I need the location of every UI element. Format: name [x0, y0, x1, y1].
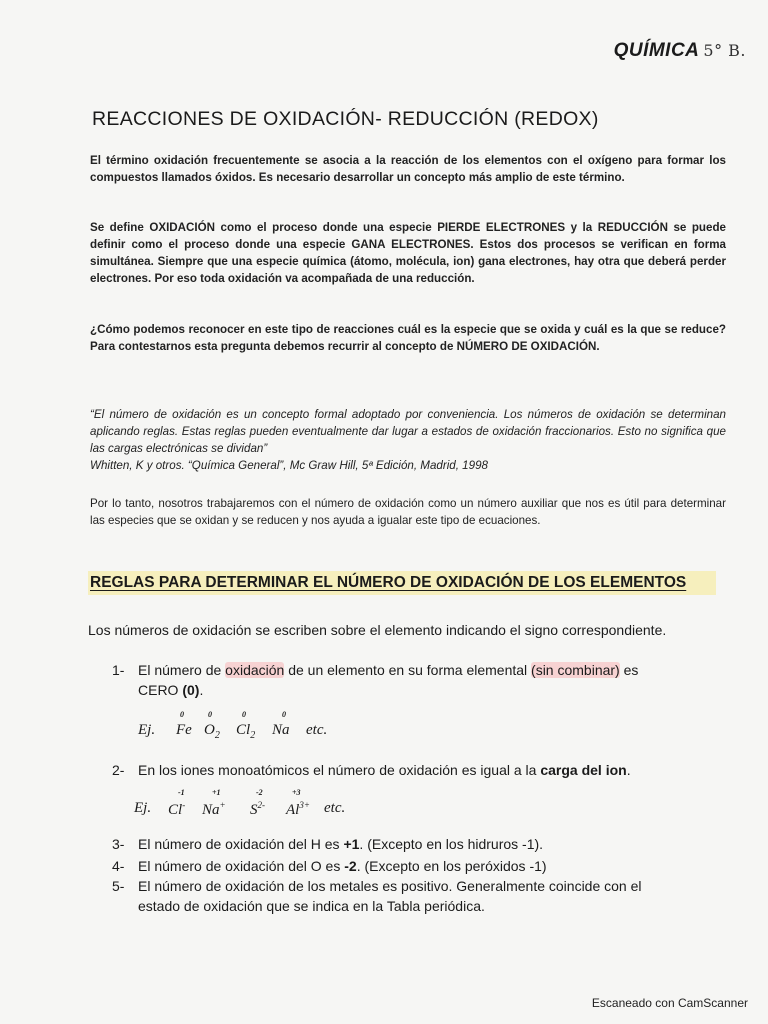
rule-4 — [112, 856, 712, 876]
rule-3 — [112, 834, 712, 854]
example-ion — [250, 788, 265, 819]
example-ion — [202, 788, 226, 819]
rule-bold: carga del ion — [540, 762, 627, 778]
element-subscript: 2 — [250, 730, 256, 741]
rule-number: 4- — [112, 858, 125, 874]
rule-2 — [112, 760, 732, 780]
quote-text: “El número de oxidación es un concepto formal adoptado por conveniencia. Los números de oxidación se determinan aplicando reglas. Estas reglas pueden eventualmente dar lugar a estados de oxidación fraccionarios. Esto no significa que las cargas electrónicas se dividan” — [90, 408, 726, 455]
example-element — [204, 710, 220, 741]
rule-text: El número de — [138, 662, 226, 678]
quote-block — [90, 406, 726, 474]
rule-text: de un elemento en su forma elemental — [284, 662, 532, 678]
rule-text: El número de oxidación del H es — [138, 836, 344, 852]
example-ion — [168, 788, 186, 819]
paragraph-conclusion: Por lo tanto, nosotros trabajaremos con el número de oxidación como un número auxiliar que nos es útil para determinar las especies que se oxidan y se reducen y nos ayuda a igualar este tipo de ecuaciones. — [90, 497, 726, 527]
example-ion — [286, 788, 310, 819]
oxidation-number: 0 — [208, 710, 212, 719]
element-symbol: Cl — [168, 802, 183, 818]
element-symbol: Na — [202, 802, 220, 818]
element-symbol: Fe — [176, 722, 192, 738]
example-element — [236, 710, 256, 741]
rule-1 — [112, 660, 712, 700]
oxidation-number: 0 — [242, 710, 246, 719]
example-element — [176, 710, 192, 739]
element-symbol: O — [204, 722, 215, 738]
highlight-oxidacion: oxidación — [225, 662, 285, 678]
rule-5 — [112, 876, 712, 916]
rule-text: En los iones monoatómicos el número de oxidación es igual a la — [138, 762, 541, 778]
example-label: Ej. — [138, 722, 156, 738]
element-symbol: Cl — [236, 722, 251, 738]
element-symbol: S — [250, 802, 258, 818]
paragraph-question: ¿Cómo podemos reconocer en este tipo de reacciones cuál es la especie que se oxida y cuál es la que se reduce? Para contestarnos esta pregunta debemos recurrir al concepto de NÚMERO DE OXIDACIÓN. — [90, 323, 726, 353]
rules-intro: Los números de oxidación se escriben sobre el elemento indicando el signo correspondiente. — [88, 622, 667, 638]
oxidation-number: -1 — [178, 788, 185, 797]
element-symbol: Al — [286, 802, 300, 818]
oxidation-number: +1 — [212, 788, 221, 797]
rule-text: El número de oxidación de los metales es positivo. Generalmente coincide con el — [138, 878, 642, 894]
handwritten-grade: 5° B. — [703, 41, 746, 60]
element-symbol: Na — [272, 722, 290, 738]
oxidation-number: 0 — [282, 710, 286, 719]
rule-bold: +1 — [343, 836, 360, 852]
example-etc: etc. — [306, 722, 328, 738]
paragraph-intro: El término oxidación frecuentemente se asocia a la reacción de los elementos con el oxígeno para formar los compuestos llamados óxidos. Es necesario desarrollar un concepto más amplio de este término. — [90, 154, 726, 184]
rule-number: 2- — [112, 762, 125, 778]
rule-number: 3- — [112, 836, 125, 852]
page-title: REACCIONES DE OXIDACIÓN- REDUCCIÓN (REDOX) — [92, 108, 599, 130]
rule-text: . — [199, 682, 204, 698]
rule-text: CERO — [138, 682, 183, 698]
rule-number: 1- — [112, 662, 125, 678]
rule-text: El número de oxidación del O es — [138, 858, 345, 874]
rule-text: . (Excepto en los peróxidos -1) — [356, 858, 547, 874]
ion-charge: 2- — [257, 800, 265, 810]
ion-charge: 3+ — [299, 800, 310, 810]
rule-text: es — [619, 662, 639, 678]
rule-text: . (Excepto en los hidruros -1). — [359, 836, 544, 852]
rule-number: 5- — [112, 878, 125, 894]
oxidation-number: +3 — [292, 788, 301, 797]
subject-header — [614, 40, 746, 62]
ion-charge: - — [182, 800, 186, 810]
quote-citation: Whitten, K y otros. “Química General”, Mc Graw Hill, 5ª Edición, Madrid, 1998 — [90, 459, 488, 472]
example-etc: etc. — [324, 800, 346, 816]
highlight-sin-combinar: (sin combinar) — [531, 662, 620, 678]
oxidation-number: 0 — [180, 710, 184, 719]
rule-bold: -2 — [344, 858, 357, 874]
subject-label: QUÍMICA — [613, 40, 700, 61]
example-label: Ej. — [134, 800, 152, 816]
rules-heading — [88, 574, 728, 604]
rule-text: estado de oxidación que se indica en la Tabla periódica. — [138, 898, 485, 914]
ion-charge: + — [219, 800, 226, 810]
rule-bold: (0) — [182, 682, 200, 698]
scanner-watermark: Escaneado con CamScanner — [591, 996, 748, 1010]
rule-text: . — [626, 762, 631, 778]
paragraph-definition: Se define OXIDACIÓN como el proceso donde una especie PIERDE ELECTRONES y la REDUCCIÓN se puede definir como el proceso donde una especie GANA ELECTRONES. Estos dos procesos se verifican en forma simultánea. Siempre que una especie química (átomo, molécula, ion) gana electrones, hay otra que deberá perder electrones. Por eso toda oxidación va acompañada de una reducción. — [90, 221, 726, 285]
element-subscript: 2 — [214, 730, 220, 741]
example-element — [272, 710, 290, 739]
rules-heading-text: REGLAS PARA DETERMINAR EL NÚMERO DE OXIDACIÓN DE LOS ELEMENTOS — [88, 571, 716, 595]
oxidation-number: -2 — [256, 788, 263, 797]
